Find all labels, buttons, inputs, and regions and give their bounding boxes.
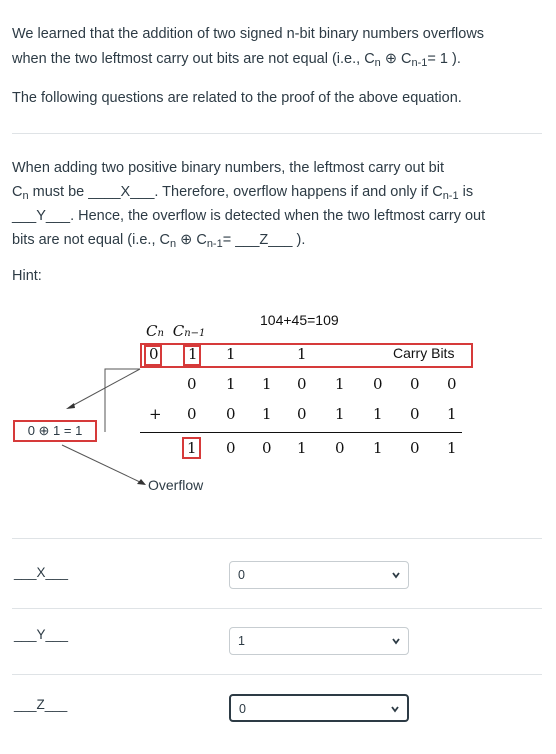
bit: 0 [262,439,272,457]
bit: 0 [410,375,420,393]
bit: 0 [297,375,307,393]
bit: 1 [373,439,383,457]
bit: 0 [335,439,345,457]
chevron-down-icon [391,570,401,580]
answer-select-x[interactable] [229,561,409,589]
question-line-1: When adding two positive binary numbers, the leftmost carry out bit [12,160,444,176]
equation-label: 104+45=109 [260,312,339,328]
overflow-label: Overflow [148,477,204,493]
bit: 0 [226,439,236,457]
arrow-head [137,479,146,485]
bit: 1 [335,375,345,393]
intro-line-1: We learned that the addition of two signed n-bit binary numbers overflows [12,26,485,42]
hint-label: Hint: [12,268,42,284]
answer-label: ___X___ [14,565,69,580]
divider [12,608,542,609]
answer-select-y[interactable] [229,627,409,655]
bit: 0 [447,375,457,393]
arrow-head [66,403,75,409]
bit: 1 [335,405,345,423]
divider [12,674,542,675]
bit: 0 [373,375,383,393]
bit: 0 [187,405,197,423]
bit: 1 [187,439,197,457]
bit: 0 [187,375,197,393]
bit: 1 [262,405,272,423]
chevron-down-icon [390,704,400,714]
divider [12,538,542,539]
bit: 1 [447,439,457,457]
bit: 1 [262,375,272,393]
question-line-2: $C_n$ must be ____X___. Therefore, overflow happens if and only if $C_{n-1}$ is [12,184,474,202]
carry-bit: 1 [297,345,307,363]
intro-line-3: The following questions are related to the proof of the above equation. [12,90,462,106]
answer-label: ___Z___ [14,697,68,712]
divider [12,133,542,134]
carry-bit: 1 [226,345,236,363]
chevron-down-icon [391,636,401,646]
arrows [0,305,556,510]
carry-bit: 0 [149,345,159,363]
question-line-3: ___Y___. Hence, the overflow is detected when the two leftmost carry out [12,208,486,224]
bit: 0 [226,405,236,423]
hint-figure [0,305,556,510]
bit: 1 [373,405,383,423]
bit: 1 [297,439,307,457]
selected-value: 1 [238,634,245,648]
bit: 0 [410,405,420,423]
arrow-line [62,445,142,483]
answer-select-z[interactable] [229,694,409,722]
bit: 0 [410,439,420,457]
carry-bit: 1 [188,345,198,363]
answer-label: ___Y___ [14,627,69,642]
intro-line-2: when the two leftmost carry out bits are not equal (i.e., $C_n$ ⊕ $C_{n-1}= 1$ ). [12,51,461,69]
plus-sign: + [149,405,162,423]
xor-box: 0 ⊕ 1 = 1 [13,420,97,442]
bit: 1 [226,375,236,393]
question-line-4: bits are not equal (i.e., $C_n$ ⊕ $C_{n-1}=$ ___Z___ ). [12,232,306,250]
selected-value: 0 [238,568,245,582]
bit: 1 [447,405,457,423]
carry-header: Cn Cn−1 [146,322,206,340]
bit: 0 [297,405,307,423]
selected-value: 0 [239,702,246,716]
carry-bits-label: Carry Bits [393,345,455,361]
